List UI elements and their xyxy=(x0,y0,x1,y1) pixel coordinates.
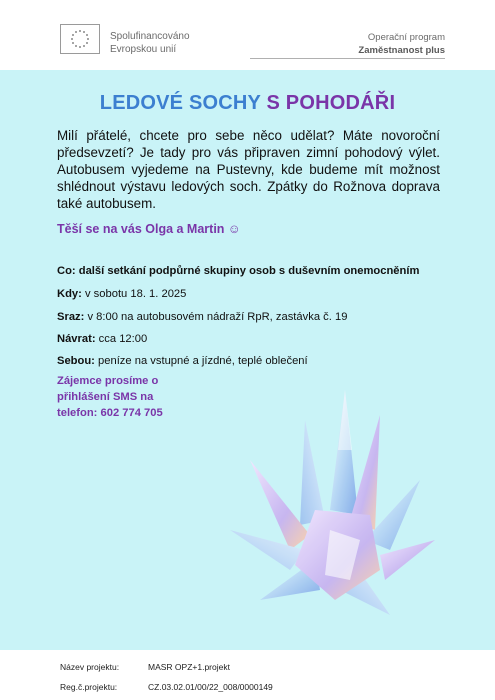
kdy-label: Kdy: xyxy=(57,288,82,300)
detail-sraz xyxy=(57,311,347,323)
co-value: další setkání podpůrné skupiny osob s duševním onemocněním xyxy=(75,265,420,277)
eu-line-1: Spolufinancováno xyxy=(110,31,190,42)
contact-info xyxy=(57,373,163,421)
op-line-1: Operační program xyxy=(367,32,445,43)
project-reg-label: Reg.č.projektu: xyxy=(60,682,118,692)
poster-body xyxy=(0,70,495,650)
eu-cofinancing-text xyxy=(110,30,190,56)
navrat-value: cca 12:00 xyxy=(95,333,148,345)
contact-line-3: telefon: 602 774 705 xyxy=(57,407,163,419)
detail-co xyxy=(57,265,419,277)
intro-paragraph: Milí přátelé, chcete pro sebe něco udělat? Máte novoroční předsevzetí? Je tady pro vás připraven zimní pohodový výlet. Autobusem vyjedeme na Pustevny, kde budeme mít možnost shlédnout výstavu ledových soch. Zpátky do Rožnova doprava také autobusem. xyxy=(57,128,440,211)
header-divider xyxy=(250,58,445,59)
op-line-2: Zaměstnanost plus xyxy=(358,45,445,56)
footer xyxy=(0,650,495,700)
title-part-2: S POHODÁŘI xyxy=(266,92,396,114)
sraz-value: v 8:00 na autobusovém nádraží RpR, zastávka č. 19 xyxy=(84,311,348,323)
sebou-value: peníze na vstupné a jízdné, teplé oblečení xyxy=(94,355,308,367)
project-name-label: Název projektu: xyxy=(60,662,120,672)
co-label: Co: xyxy=(57,265,76,277)
kdy-value: v sobotu 18. 1. 2025 xyxy=(81,288,187,300)
poster-title xyxy=(0,92,495,115)
contact-line-1: Zájemce prosíme o xyxy=(57,375,159,387)
sraz-label: Sraz: xyxy=(57,311,85,323)
project-reg-value: CZ.03.02.01/00/22_008/0000149 xyxy=(148,682,273,692)
sebou-label: Sebou: xyxy=(57,355,95,367)
operational-programme xyxy=(358,31,445,57)
title-part-1: LEDOVÉ SOCHY xyxy=(99,92,261,114)
ice-crystal-image xyxy=(230,390,445,620)
detail-kdy xyxy=(57,288,186,300)
contact-line-2: přihlášení SMS na xyxy=(57,391,154,403)
navrat-label: Návrat: xyxy=(57,333,96,345)
signoff: Těší se na vás Olga a Martin ☺ xyxy=(57,222,241,236)
eu-line-2: Evropskou unií xyxy=(110,44,177,55)
project-name-value: MASR OPZ+1.projekt xyxy=(148,662,230,672)
detail-navrat xyxy=(57,333,147,345)
header xyxy=(0,0,495,70)
detail-sebou xyxy=(57,355,308,367)
eu-flag-logo xyxy=(60,24,100,54)
